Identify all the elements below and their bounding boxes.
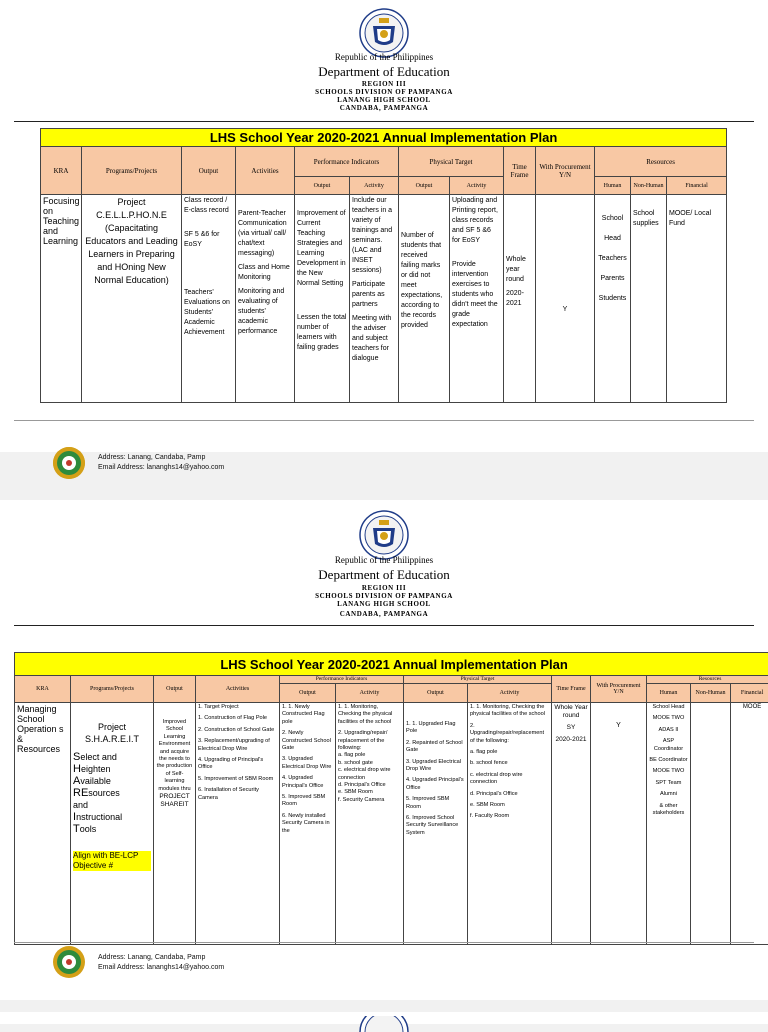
school-logo-icon xyxy=(52,446,86,480)
human-item: Parents xyxy=(597,269,628,289)
header-time-frame: Time Frame xyxy=(504,147,536,195)
pt-activity-item: b. school fence xyxy=(470,760,549,767)
pi-output-cell xyxy=(295,195,350,403)
time-frame-item: 2020-2021 xyxy=(506,289,533,309)
pi-activity-item: f. Security Camera xyxy=(338,797,401,804)
output-text: Improved School Learning Environment and acquire the needs to the production of Self-learning modules thru xyxy=(156,719,193,793)
time-frame-item: Whole year round xyxy=(506,255,533,285)
human-item: & other stakeholders xyxy=(649,803,688,818)
pt-output-item: 4. Upgraded Principal's Office xyxy=(406,777,465,792)
pi-activity-cell xyxy=(336,703,404,945)
human-item: SPT Team xyxy=(649,780,688,787)
output-item: Teachers' Evaluations on Students' Academic Achievement xyxy=(184,288,233,338)
header-pi-activity: Activity xyxy=(350,177,399,195)
acronym-letter: I xyxy=(73,811,76,823)
footer-address: Address: Lanang, Candaba, Pamp xyxy=(98,453,224,463)
time-frame-item: SY xyxy=(554,724,588,732)
footer-divider xyxy=(14,942,754,943)
division-line: SCHOOLS DIVISION OF PAMPANGA xyxy=(0,88,768,96)
acronym-letter: A xyxy=(73,775,80,787)
project-label: Project xyxy=(84,196,179,209)
pi-activity-item: d. Principal's Office xyxy=(338,782,401,789)
acronym-letter: T xyxy=(73,823,80,835)
plan-table-2 xyxy=(14,652,768,945)
activity-item: 6. Installation of Security Camera xyxy=(198,787,277,802)
header-physical-target: Physical Target xyxy=(399,147,504,177)
header-performance-indicators: Performance Indicators xyxy=(280,676,404,684)
division-line: SCHOOLS DIVISION OF PAMPANGA xyxy=(0,592,768,600)
header-pi-activity: Activity xyxy=(336,684,404,703)
pi-output-item: 2. Newly Constructed School Gate xyxy=(282,730,333,752)
page-three xyxy=(0,1012,768,1024)
acronym-line xyxy=(73,775,151,787)
non-human-cell: School supplies xyxy=(631,195,667,403)
output-project: PROJECT SHAREIT xyxy=(156,793,193,809)
region-line: REGION III xyxy=(0,584,768,592)
pt-activity-cell xyxy=(450,195,504,403)
human-item: Teachers xyxy=(597,249,628,269)
procurement-cell: Y xyxy=(536,195,595,403)
pi-activity-item: a. flag pole xyxy=(338,752,401,759)
letterhead-divider xyxy=(14,625,754,626)
activity-item: 2. Construction of School Gate xyxy=(198,727,277,734)
pi-output-item: 5. Improved SBM Room xyxy=(282,794,333,809)
output-cell xyxy=(154,703,196,945)
acronym-line xyxy=(73,799,151,811)
acronym-line xyxy=(73,751,151,763)
header-procurement: With Procurement Y/N xyxy=(591,676,647,703)
pt-output-item: 2. Repainted of School Gate xyxy=(406,740,465,755)
header-financial: Financial xyxy=(667,177,727,195)
acronym-rest: sources xyxy=(88,788,120,798)
time-frame-cell xyxy=(504,195,536,403)
acronym-letter: H xyxy=(73,763,81,775)
acronym-line xyxy=(73,787,151,799)
human-cell xyxy=(647,703,691,945)
footer-address: Address: Lanang, Candaba, Pamp xyxy=(98,953,224,963)
project-name: S.H.A.R.E.I.T xyxy=(73,733,151,745)
footer-text xyxy=(98,453,224,473)
activity-item: Parent-Teacher Communication (via virtual/ call/ chat/text messaging) xyxy=(238,209,292,259)
header-non-human: Non-Human xyxy=(631,177,667,195)
human-item: ASP Coordinator xyxy=(649,738,688,753)
activity-item: 1. Construction of Flag Pole xyxy=(198,715,277,722)
header-kra: KRA xyxy=(41,147,82,195)
activity-item: 4. Upgrading of Principal's Office xyxy=(198,757,277,772)
activities-cell xyxy=(236,195,295,403)
pi-activity-item: 2. Upgrading/repair/ replacement of the following: xyxy=(338,730,401,752)
deped-seal-icon xyxy=(359,8,409,58)
project-label: Project xyxy=(73,721,151,733)
project-cell xyxy=(71,703,154,945)
pt-output-cell xyxy=(404,703,468,945)
header-resources: Resources xyxy=(647,676,768,684)
header-pt-output: Output xyxy=(404,684,468,703)
pt-activity-item: f. Faculty Room xyxy=(470,813,549,820)
deped-seal-icon xyxy=(359,510,409,560)
header-activities: Activities xyxy=(196,676,280,703)
footer-divider xyxy=(14,420,754,421)
pi-output-item: 4. Upgraded Principal's Office xyxy=(282,775,333,790)
project-cell xyxy=(82,195,182,403)
header-human: Human xyxy=(595,177,631,195)
acronym-letter: S xyxy=(73,751,80,763)
header-time-frame: Time Frame xyxy=(552,676,591,703)
header-pi-output: Output xyxy=(295,177,350,195)
pt-activity-cell xyxy=(468,703,552,945)
region-line: REGION III xyxy=(0,80,768,88)
plan-title: LHS School Year 2020-2021 Annual Implementation Plan xyxy=(15,653,768,676)
location-line: CANDABA, PAMPANGA xyxy=(0,104,768,112)
republic-line: Republic of the Philippines xyxy=(0,555,768,565)
kra-cell: Focusing on Teaching and Learning xyxy=(41,195,82,403)
activity-item: Monitoring and evaluating of students' academic performance xyxy=(238,287,292,337)
pt-activity-item: a. flag pole xyxy=(470,749,549,756)
department-line: Department of Education xyxy=(0,64,768,80)
financial-cell: MOOE/ Local Fund xyxy=(667,195,727,403)
time-frame-cell xyxy=(552,703,591,945)
pi-activity-item: 1. 1. Monitoring, Checking the physical facilities of the school xyxy=(338,704,401,726)
human-item: ADAS II xyxy=(649,727,688,734)
pt-activity-item: e. SBM Room xyxy=(470,802,549,809)
pt-activity-item: Provide intervention exercises to students who didn't meet the grade expectation xyxy=(452,260,501,330)
project-name: C.E.L.L.P.HO.N.E (Capacitating Educators and Leading Learners in Preparing and HOning New Normal Education) xyxy=(84,209,179,287)
acronym-line xyxy=(73,823,151,835)
output-cell xyxy=(182,195,236,403)
time-frame-item: Whole Year round xyxy=(554,704,588,720)
school-line: LANANG HIGH SCHOOL xyxy=(0,96,768,104)
header-physical-target: Physical Target xyxy=(404,676,552,684)
header-activities: Activities xyxy=(236,147,295,195)
letterhead-divider xyxy=(14,121,754,122)
plan-table-1 xyxy=(40,128,727,403)
align-note: Align with BE-LCP Objective # xyxy=(73,851,151,871)
page-two xyxy=(0,500,768,1000)
output-item: Class record / E-class record xyxy=(184,196,233,216)
footer-email: Email Address: lananghs14@yahoo.com xyxy=(98,963,224,973)
header-procurement: With Procurement Y/N xyxy=(536,147,595,195)
non-human-cell xyxy=(691,703,731,945)
kra-cell: Managing School Operation s & Resources xyxy=(15,703,71,945)
header-human: Human xyxy=(647,684,691,703)
header-kra: KRA xyxy=(15,676,71,703)
page-one xyxy=(0,0,768,452)
header-programs: Programs/Projects xyxy=(71,676,154,703)
header-pt-activity: Activity xyxy=(468,684,552,703)
pt-output-item: 3. Upgraded Electrical Drop Wire xyxy=(406,759,465,774)
pi-activity-item: e. SBM Room xyxy=(338,789,401,796)
footer-text-block-1 xyxy=(52,446,552,480)
pt-activity-item: c. electrical drop wire connection xyxy=(470,772,549,787)
activities-cell xyxy=(196,703,280,945)
pi-activity-item: Include our teachers in a variety of trainings and seminars. (LAC and INSET sessions) xyxy=(352,196,396,276)
human-item: School Head xyxy=(649,704,688,711)
pi-output-item: 3. Upgraded Electrical Drop Wire xyxy=(282,756,333,771)
header-pi-output: Output xyxy=(280,684,336,703)
header-performance-indicators: Performance Indicators xyxy=(295,147,399,177)
human-item: BE Coordinator xyxy=(649,757,688,764)
footer-email: Email Address: lananghs14@yahoo.com xyxy=(98,463,224,473)
pi-output-item: Lessen the total number of learners with failing grades xyxy=(297,313,347,353)
republic-line: Republic of the Philippines xyxy=(0,52,768,62)
activity-item: 5. Improvement of SBM Room xyxy=(198,776,277,783)
pt-output-item: 5. Improved SBM Room xyxy=(406,796,465,811)
location-line: CANDABA, PAMPANGA xyxy=(0,610,768,618)
header-output: Output xyxy=(182,147,236,195)
footer-text xyxy=(98,953,224,973)
time-frame-item: 2020-2021 xyxy=(554,736,588,744)
school-line: LANANG HIGH SCHOOL xyxy=(0,600,768,608)
pi-output-cell xyxy=(280,703,336,945)
acronym-letter: RE xyxy=(73,787,88,799)
plan-title: LHS School Year 2020-2021 Annual Implementation Plan xyxy=(41,129,727,147)
financial-cell: MOOE xyxy=(731,703,768,945)
activity-item: 1. Target Project xyxy=(198,704,277,711)
pt-activity-item: d. Principal's Office xyxy=(470,791,549,798)
human-item: School Head xyxy=(597,209,628,249)
header-financial: Financial xyxy=(731,684,768,703)
activity-item: Class and Home Monitoring xyxy=(238,263,292,283)
header-non-human: Non-Human xyxy=(691,684,731,703)
acronym-rest: vailable xyxy=(80,776,111,786)
human-cell xyxy=(595,195,631,403)
pt-activity-item: 1. 1. Monitoring, Checking the physical facilities of the school xyxy=(470,704,549,719)
pi-output-item: Improvement of Current Teaching Strategies and Learning Development in the New Normal Setting xyxy=(297,209,347,289)
header-resources: Resources xyxy=(595,147,727,177)
header-pt-output: Output xyxy=(399,177,450,195)
pt-output-item: 1. 1. Upgraded Flag Pole xyxy=(406,721,465,736)
output-item: SF 5 &6 for EoSY xyxy=(184,230,233,250)
acronym-rest: nstructional xyxy=(76,812,122,822)
pt-output-cell: Number of students that received failing marks or did not meet expectations, according to the records provided xyxy=(399,195,450,403)
pt-activity-item: 2. Upgrading/repair/replacement of the following: xyxy=(470,723,549,745)
activity-item: 3. Replacement/upgrading of Electrical Drop Wire xyxy=(198,738,277,753)
acronym-rest: ools xyxy=(80,824,97,834)
human-item: MOOE TWO xyxy=(649,715,688,722)
acronym-line xyxy=(73,811,151,823)
human-item: Students xyxy=(597,289,628,309)
acronym-rest: eighten xyxy=(81,764,111,774)
acronym-rest: and xyxy=(73,800,88,810)
pi-activity-item: b. school gate xyxy=(338,760,401,767)
pt-activity-item: Uploading and Printing report, class records and SF 5 &6 for EoSY xyxy=(452,196,501,246)
pt-output-item: 6. Improved School Security Surveillance System xyxy=(406,815,465,837)
header-output: Output xyxy=(154,676,196,703)
pi-output-item: 6. Newly installed Security Camera in the xyxy=(282,813,333,835)
pi-output-item: 1. 1. Newly Constructed Flag pole xyxy=(282,704,333,726)
header-programs: Programs/Projects xyxy=(82,147,182,195)
pi-activity-item: c. electrical drop wire connection xyxy=(338,767,401,782)
department-line: Department of Education xyxy=(0,567,768,583)
acronym-line xyxy=(73,763,151,775)
human-item: MOOE TWO xyxy=(649,768,688,775)
header-pt-activity: Activity xyxy=(450,177,504,195)
pi-activity-cell xyxy=(350,195,399,403)
pi-activity-item: Participate parents as partners xyxy=(352,280,396,310)
human-item: Alumni xyxy=(649,791,688,798)
acronym-rest: elect and xyxy=(80,752,117,762)
deped-seal-icon xyxy=(359,1016,409,1032)
school-logo-icon xyxy=(52,945,86,979)
procurement-cell: Y xyxy=(591,703,647,945)
pi-activity-item: Meeting with the adviser and subject teachers for dialogue xyxy=(352,314,396,364)
